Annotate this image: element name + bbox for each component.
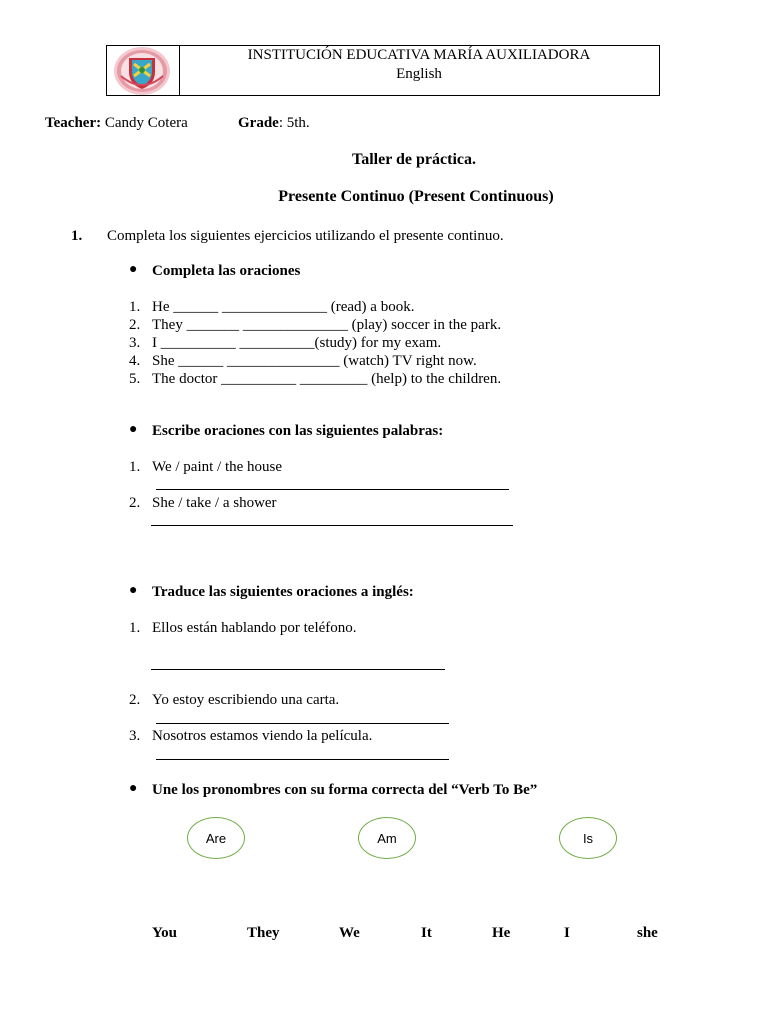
section-heading-complete: Completa las oraciones [152,263,301,279]
logo-cell [107,46,180,95]
bullet-icon: ● [129,583,138,598]
pronoun-he[interactable]: He [492,925,511,941]
subject-name: English [396,66,442,82]
grade-line [238,114,310,132]
pronoun-it[interactable]: It [421,925,432,941]
bullet-icon: ● [129,781,138,796]
institution-name: INSTITUCIÓN EDUCATIVA MARÍA AUXILIADORA [247,47,591,63]
list-item-text: I __________ __________(study) for my exam. [152,335,442,351]
page-subtitle: Presente Continuo (Present Continuous) [278,188,554,205]
teacher-line [45,114,188,132]
answer-line[interactable] [156,489,509,490]
answer-line[interactable] [156,759,449,760]
list-item [129,334,140,352]
verb-option-am[interactable]: Am [358,817,416,859]
item-number: 2. [129,692,141,708]
list-item-text: We / paint / the house [152,459,283,475]
list-item-text: Nosotros estamos viendo la película. [152,728,373,744]
page-title: Taller de práctica. [352,151,476,168]
answer-line[interactable] [156,723,449,724]
header-table [106,45,660,96]
pronoun-i[interactable]: I [564,925,570,941]
list-item-text: She / take / a shower [152,495,277,511]
list-item [129,352,140,370]
verb-option-is[interactable]: Is [559,817,617,859]
item-number: 4. [129,353,141,369]
pronoun-she[interactable]: she [637,925,658,941]
list-item [129,298,140,316]
header-text [179,46,659,84]
pronoun-you[interactable]: You [152,925,178,941]
item-number: 3. [129,728,141,744]
section-heading-match: Une los pronombres con su forma correcta del “Verb To Be” [152,782,538,798]
section-heading-translate: Traduce las siguientes oraciones a inglés: [152,584,414,600]
exercise-number: 1. [71,228,83,244]
item-number: 1. [129,299,141,315]
item-number: 5. [129,371,141,387]
item-number: 1. [129,620,141,636]
exercise-instruction: Completa los siguientes ejercicios utilizando el presente continuo. [107,228,504,244]
list-item-text: She ______ _______________ (watch) TV right now. [152,353,477,369]
item-number: 2. [129,317,141,333]
list-item-text: The doctor __________ _________ (help) to the children. [152,371,502,387]
list-item-text: He ______ ______________ (read) a book. [152,299,415,315]
school-crest-icon [107,46,179,95]
answer-line[interactable] [151,669,445,670]
teacher-label: Teacher: [45,115,102,131]
answer-line[interactable] [151,525,513,526]
list-item-text: They _______ ______________ (play) soccer in the park. [152,317,502,333]
grade-value: : 5th. [278,115,310,131]
pronoun-we[interactable]: We [339,925,360,941]
item-number: 1. [129,459,141,475]
pronoun-they[interactable]: They [247,925,280,941]
teacher-name: Candy Cotera [104,115,188,131]
item-number: 3. [129,335,141,351]
bullet-icon: ● [129,422,138,437]
list-item [129,370,140,388]
list-item [129,316,140,334]
section-heading-write: Escribe oraciones con las siguientes palabras: [152,423,444,439]
bullet-icon: ● [129,262,138,277]
item-number: 2. [129,495,141,511]
list-item-text: Ellos están hablando por teléfono. [152,620,357,636]
grade-label: Grade [238,115,279,131]
verb-option-are[interactable]: Are [187,817,245,859]
list-item-text: Yo estoy escribiendo una carta. [152,692,340,708]
